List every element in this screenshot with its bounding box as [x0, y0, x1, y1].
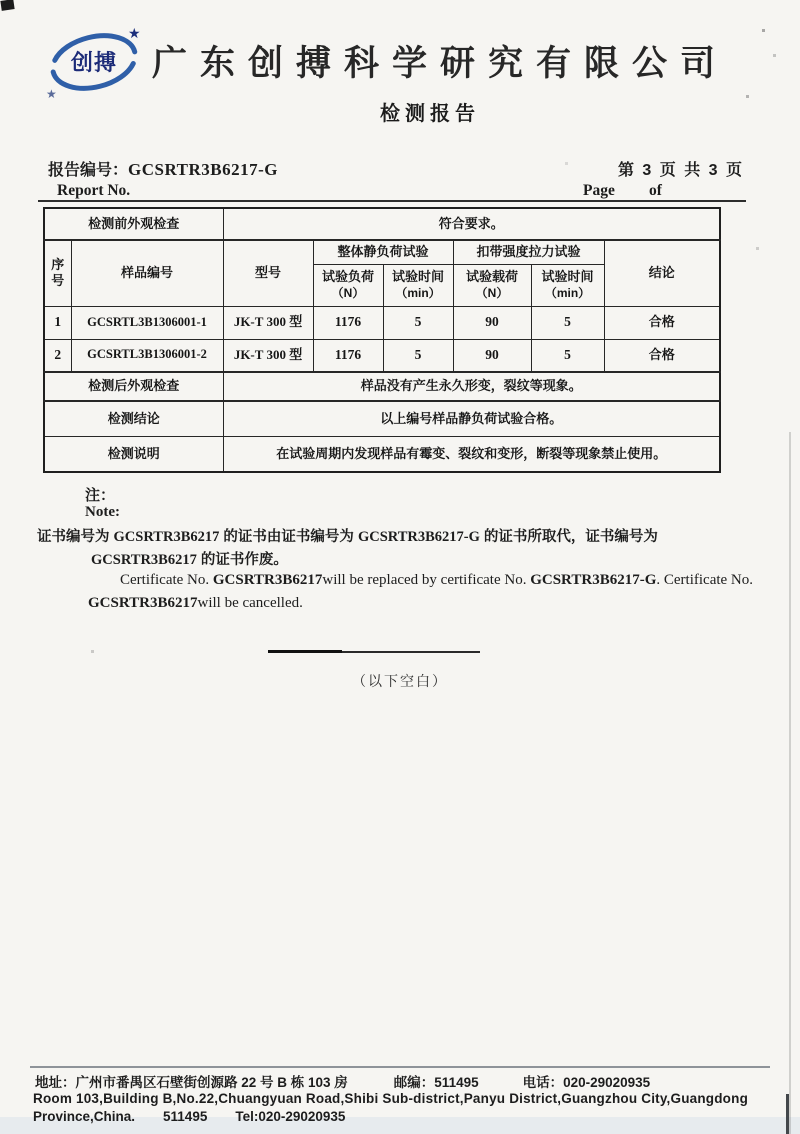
report-number-label-en: Report No. [57, 182, 131, 199]
test-load-label: 试验负荷 [322, 269, 375, 285]
end-separator-line-dark [268, 650, 342, 653]
footer-divider [30, 1066, 770, 1068]
footer-postal-en: 511495 [163, 1109, 208, 1124]
pre-check-value: 符合要求。 [223, 208, 720, 240]
blank-below-note: （以下空白） [352, 673, 448, 689]
col-header-model: 型号 [223, 240, 313, 306]
footer-address: 地址：广州市番禺区石壁街创源路 22 号 B 栋 103 房 [35, 1075, 348, 1090]
test-time-label: 试验时间 [392, 269, 445, 285]
note-line-zh-1 [37, 525, 658, 546]
table-row [44, 306, 720, 339]
note-line-en-2 [88, 595, 303, 612]
report-number-line [48, 157, 278, 180]
col-group-buckle-test: 扣带强度拉力试验 [453, 240, 604, 264]
cell-sample-no: GCSRTL3B1306001-2 [71, 339, 223, 372]
footer-address-en-line1: Room 103,Building B,No.22,Chuangyuan Road,Shibi Sub-district,Panyu District,Guangzhou City,Guangdong [33, 1091, 749, 1106]
note-line-zh-2 [91, 548, 288, 569]
test-time2-unit: （min） [544, 285, 591, 300]
cell-seq: 1 [44, 306, 71, 339]
post-check-value: 样品没有产生永久形变，裂纹等现象。 [223, 372, 720, 401]
post-check-label: 检测后外观检查 [44, 372, 223, 401]
scan-edge-mark [786, 1094, 789, 1134]
certificate-number: GCSRTR3B6217 [91, 552, 197, 568]
col-header-sample-no: 样品编号 [71, 240, 223, 306]
note-text: will be replaced by certificate No. [322, 572, 531, 588]
note-text: 的证书所取代，证书编号为 [479, 529, 658, 545]
certificate-number: GCSRTR3B6217 [212, 572, 323, 588]
pre-check-row [44, 208, 720, 240]
note-text: will be cancelled. [197, 595, 303, 611]
certificate-number: GCSRTR3B6217-G [530, 572, 657, 588]
of-label-en: of [649, 182, 662, 199]
conclusion-label: 检测结论 [44, 401, 223, 436]
footer-province: Province,China. [33, 1109, 136, 1124]
report-number-label: 报告编号： [48, 162, 129, 179]
page-info: 第 3 页 共 3 页 [617, 162, 744, 179]
col-header-test-load [313, 264, 383, 306]
report-title: 检测报告 [380, 103, 480, 125]
star-icon: ★ [46, 87, 57, 101]
footer-address-zh [35, 1071, 650, 1091]
col-header-test-time [383, 264, 453, 306]
test-time2-label: 试验时间 [541, 269, 594, 285]
cell-conclusion: 合格 [604, 306, 720, 339]
report-number-value: GCSRTR3B6217-G [128, 160, 278, 179]
cell-model: JK-T 300 型 [223, 339, 313, 372]
table-row [44, 339, 720, 372]
note-line-en-1 [120, 572, 753, 589]
cell-load: 1176 [313, 306, 383, 339]
note-text: Certificate No. [120, 572, 213, 588]
pre-check-label: 检测前外观检查 [44, 208, 223, 240]
note-text: 的证书作废。 [196, 552, 288, 568]
certificate-number: GCSRTR3B6217 [113, 529, 220, 545]
footer-tel: 电话：020-29020935 [522, 1075, 651, 1090]
company-logo [40, 22, 148, 102]
note-label-en: Note: [85, 504, 120, 520]
footer-address-en-line2 [33, 1109, 345, 1124]
cell-time: 5 [383, 306, 453, 339]
col-header-test-load2 [453, 264, 531, 306]
remark-label: 检测说明 [44, 436, 223, 472]
test-time-unit: （min） [395, 285, 441, 300]
certificate-number: GCSRTR3B6217-G [357, 529, 480, 545]
page-label-en: Page [583, 182, 615, 199]
cell-model: JK-T 300 型 [223, 306, 313, 339]
certificate-number: GCSRTR3B6217 [88, 595, 198, 611]
cell-time2: 5 [531, 306, 604, 339]
cell-load2: 90 [453, 339, 531, 372]
note-label-zh: 注： [85, 487, 116, 504]
test-load2-unit: （N） [475, 285, 509, 300]
col-header-test-time2 [531, 264, 604, 306]
remark-value: 在试验周期内发现样品有霉变、裂纹和变形，断裂等现象禁止使用。 [223, 436, 720, 472]
footer-postal: 邮编：511495 [393, 1075, 479, 1090]
scan-edge-line [789, 432, 791, 1134]
company-name: 广东创搏科学研究有限公司 [152, 44, 729, 83]
cell-conclusion: 合格 [604, 339, 720, 372]
col-header-conclusion: 结论 [604, 240, 720, 306]
conclusion-row [44, 401, 720, 436]
header-divider [38, 200, 746, 202]
cell-load: 1176 [313, 339, 383, 372]
note-text: 证书编号为 [37, 529, 114, 545]
conclusion-value: 以上编号样品静负荷试验合格。 [223, 401, 720, 436]
col-group-static-load-test: 整体静负荷试验 [313, 240, 453, 264]
footer-tel-en: Tel:020-29020935 [235, 1109, 346, 1124]
note-text: . Certificate No. [656, 572, 754, 588]
cell-sample-no: GCSRTL3B1306001-1 [71, 306, 223, 339]
logo-text: 创搏 [70, 50, 118, 75]
cell-time: 5 [383, 339, 453, 372]
table-header-row-groups [44, 240, 720, 264]
cell-load2: 90 [453, 306, 531, 339]
scan-corner-mark [0, 0, 14, 11]
scan-specks [0, 0, 1, 1]
remark-row [44, 436, 720, 472]
test-results-table [43, 207, 721, 473]
test-load2-label: 试验载荷 [466, 269, 519, 285]
star-icon: ★ [128, 25, 141, 41]
test-load-unit: （N） [331, 285, 365, 300]
cell-seq: 2 [44, 339, 71, 372]
note-text: 的证书由证书编号为 [219, 529, 358, 545]
post-check-row [44, 372, 720, 401]
col-header-seq: 序号 [44, 240, 71, 306]
cell-time2: 5 [531, 339, 604, 372]
